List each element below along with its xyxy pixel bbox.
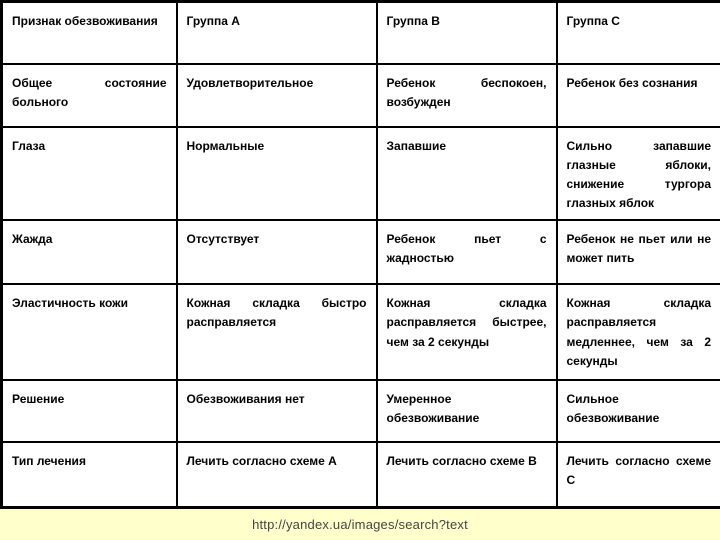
table-row	[2, 442, 720, 507]
table-cell: Лечить согласно схеме С	[557, 442, 720, 507]
table-cell: Ребенок беспокоен, возбужден	[377, 64, 557, 127]
table-cell: Удовлетворительное	[177, 64, 377, 127]
table-row	[2, 127, 720, 221]
table-cell: Кожная складка быстро расправляется	[177, 284, 377, 380]
source-url-text: http://yandex.ua/images/search?text	[252, 516, 468, 532]
table-cell: Лечить согласно схеме А	[177, 442, 377, 507]
table-cell: Сильное обезвоживание	[557, 380, 720, 442]
header-cell-group-c: Группа С	[557, 2, 720, 64]
table-cell: Отсутствует	[177, 220, 377, 284]
table-cell: Глаза	[2, 127, 177, 221]
table-cell: Запавшие	[377, 127, 557, 221]
table-row	[2, 380, 720, 442]
table-cell: Ребенок пьет с жадностью	[377, 220, 557, 284]
table-cell: Умеренное обезвоживание	[377, 380, 557, 442]
table-cell: Кожная складка расправляется медленнее, чем за 2 секунды	[557, 284, 720, 380]
table-cell: Лечить согласно схеме В	[377, 442, 557, 507]
header-cell-group-b: Группа В	[377, 2, 557, 64]
table-cell: Ребенок не пьет или не может пить	[557, 220, 720, 284]
table-cell: Обезвоживания нет	[177, 380, 377, 442]
table-cell: Сильно запавшие глазные яблоки, снижение тургора глазных яблок	[557, 127, 720, 221]
table-row	[2, 220, 720, 284]
table-header-row	[2, 2, 720, 64]
footer-strip	[0, 509, 720, 540]
table-row	[2, 64, 720, 127]
table-cell: Общее состояние больного	[2, 64, 177, 127]
table-cell: Тип лечения	[2, 442, 177, 507]
table-cell: Ребенок без сознания	[557, 64, 720, 127]
table-cell: Решение	[2, 380, 177, 442]
table-row	[2, 284, 720, 380]
header-cell-sign: Признак обезвоживания	[2, 2, 177, 64]
table-cell: Жажда	[2, 220, 177, 284]
table-cell: Нормальные	[177, 127, 377, 221]
table-cell: Кожная складка расправляется быстрее, чем за 2 секунды	[377, 284, 557, 380]
table-cell: Эластичность кожи	[2, 284, 177, 380]
header-cell-group-a: Группа А	[177, 2, 377, 64]
